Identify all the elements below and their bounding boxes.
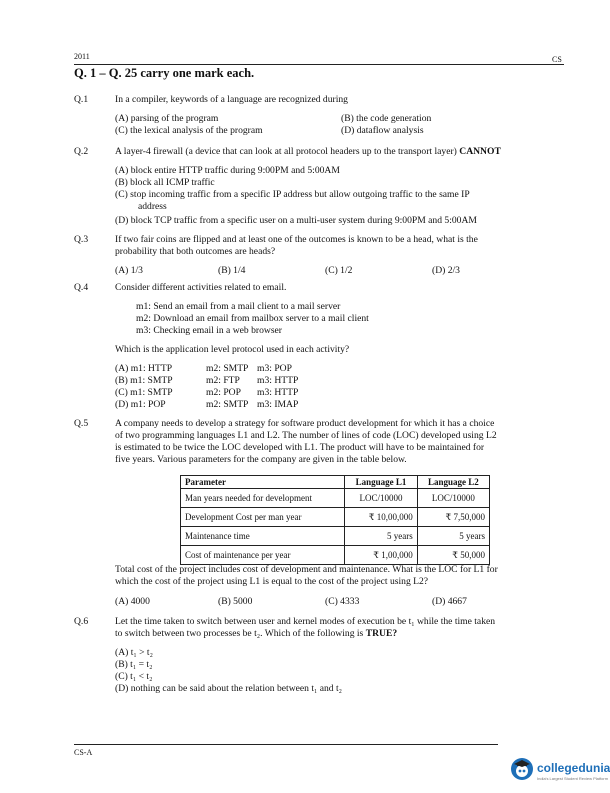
- q1-option-d: (D) dataflow analysis: [341, 125, 424, 136]
- collegedunia-logo-icon: [511, 758, 533, 780]
- q5-line3: is estimated to be twice the LOC developed with L1. The product will have to be maintained for: [115, 442, 485, 453]
- q5-line4: five years. Various parameters for the company are given in the table below.: [115, 454, 407, 465]
- q4-option-c-m3: m3: HTTP: [257, 387, 299, 398]
- q6-option-d: (D) nothing can be said about the relation between t₁ and t₂: [115, 683, 343, 694]
- q2-number: Q.2: [74, 146, 89, 157]
- q5-option-c: (C) 4333: [325, 596, 360, 607]
- collegedunia-logo-text: collegedunia: [537, 761, 610, 775]
- q2-option-c-cont: address: [138, 201, 167, 212]
- q5-option-b: (B) 5000: [218, 596, 253, 607]
- table-cell: ₹ 1,00,000: [345, 546, 417, 565]
- q6-number: Q.6: [74, 616, 89, 627]
- q5-after1: Total cost of the project includes cost of development and maintenance. What is the LOC for L1 for: [115, 564, 498, 575]
- q6-line2-main: to switch between two processes be t₂. Which of the following is: [115, 628, 364, 639]
- q2-option-c: (C) stop incoming traffic from a specific IP address but allow outgoing traffic to the same IP: [115, 189, 470, 200]
- q4-option-d-m2: m2: SMTP: [206, 399, 249, 410]
- table-cell: LOC/10000: [417, 489, 489, 508]
- q6-option-b: (B) t₁ = t₂: [115, 659, 153, 670]
- q5-line1: A company needs to develop a strategy for software product development for which it has a choice: [115, 418, 495, 429]
- table-row: [181, 489, 490, 508]
- q6-line2: [115, 628, 397, 640]
- q4-ask: Which is the application level protocol used in each activity?: [115, 344, 350, 355]
- table-row: [181, 527, 490, 546]
- q5-number: Q.5: [74, 418, 89, 429]
- q2-text-bold: CANNOT: [459, 146, 501, 157]
- table-cell: LOC/10000: [345, 489, 417, 508]
- q1-text: In a compiler, keywords of a language are recognized during: [115, 94, 348, 105]
- table-header-l1: Language L1: [345, 476, 417, 489]
- table-cell: 5 years: [417, 527, 489, 546]
- q1-option-c: (C) the lexical analysis of the program: [115, 125, 263, 136]
- q5-after2: which the cost of the project using L1 is equal to the cost of the project using L2?: [115, 576, 429, 587]
- table-cell: Maintenance time: [181, 527, 345, 546]
- q4-option-d-label: (D) m1: POP: [115, 399, 166, 410]
- q2-option-d: (D) block TCP traffic from a specific user on a multi-user system during 9:00PM and 5:00AM: [115, 215, 477, 226]
- q3-option-d: (D) 2/3: [432, 265, 460, 276]
- q5-option-d: (D) 4667: [432, 596, 467, 607]
- table-cell: 5 years: [345, 527, 417, 546]
- q4-number: Q.4: [74, 282, 89, 293]
- table-cell: Development Cost per man year: [181, 508, 345, 527]
- q4-m2: m2: Download an email from mailbox server to a mail client: [136, 313, 369, 324]
- q6-option-a: (A) t₁ > t₂: [115, 647, 153, 658]
- q4-option-c-m2: m2: POP: [206, 387, 241, 398]
- q2-option-b: (B) block all ICMP traffic: [115, 177, 215, 188]
- q1-number: Q.1: [74, 94, 89, 105]
- q4-option-c-label: (C) m1: SMTP: [115, 387, 173, 398]
- q2-text-main: A layer-4 firewall (a device that can look at all protocol headers up to the transport layer): [115, 146, 457, 157]
- q4-option-b-label: (B) m1: SMTP: [115, 375, 173, 386]
- q6-line1: Let the time taken to switch between user and kernel modes of execution be t₁ while the time taken: [115, 616, 496, 627]
- table-row: [181, 508, 490, 527]
- q4-option-a-label: (A) m1: HTTP: [115, 363, 173, 374]
- q3-option-c: (C) 1/2: [325, 265, 353, 276]
- q4-m1: m1: Send an email from a mail client to a mail server: [136, 301, 341, 312]
- table-cell: ₹ 10,00,000: [345, 508, 417, 527]
- q3-option-a: (A) 1/3: [115, 265, 143, 276]
- paper-code: CS: [552, 55, 562, 64]
- table-header-l2: Language L2: [417, 476, 489, 489]
- q4-m3: m3: Checking email in a web browser: [136, 325, 283, 336]
- q4-option-a-m2: m2: SMTP: [206, 363, 249, 374]
- q4-option-a-m3: m3: POP: [257, 363, 292, 374]
- table-cell: Cost of maintenance per year: [181, 546, 345, 565]
- q1-option-a: (A) parsing of the program: [115, 113, 219, 124]
- table-cell: ₹ 7,50,000: [417, 508, 489, 527]
- q4-text: Consider different activities related to email.: [115, 282, 287, 293]
- q6-line2-bold: TRUE?: [365, 628, 398, 639]
- year-label: 2011: [74, 52, 90, 61]
- section-title: Q. 1 – Q. 25 carry one mark each.: [74, 66, 255, 80]
- footer-code: CS-A: [74, 748, 93, 757]
- q3-line2: probability that both outcomes are heads?: [115, 246, 276, 257]
- q2-option-a: (A) block entire HTTP traffic during 9:00PM and 5:00AM: [115, 165, 340, 176]
- q4-option-b-m3: m3: HTTP: [257, 375, 299, 386]
- q4-option-d-m3: m3: IMAP: [257, 399, 299, 410]
- q5-line2: of two programming languages L1 and L2. The number of lines of code (LOC) developed using L2: [115, 430, 497, 441]
- q2-text: [115, 146, 501, 158]
- table-header-row: [181, 476, 490, 489]
- q1-option-b: (B) the code generation: [341, 113, 432, 124]
- q6-option-c: (C) t₁ < t₂: [115, 671, 153, 682]
- table-row: [181, 546, 490, 565]
- table-header-parameter: Parameter: [181, 476, 345, 489]
- footer-rule: [74, 744, 498, 745]
- table-cell: Man years needed for development: [181, 489, 345, 508]
- q4-option-b-m2: m2: FTP: [206, 375, 240, 386]
- q3-number: Q.3: [74, 234, 89, 245]
- collegedunia-tagline: India's Largest Student Review Platform: [537, 776, 609, 781]
- header-rule: [74, 64, 564, 65]
- q5-option-a: (A) 4000: [115, 596, 150, 607]
- q3-line1: If two fair coins are flipped and at least one of the outcomes is known to be a head, what is the: [115, 234, 478, 245]
- q5-parameter-table: [180, 475, 490, 565]
- table-cell: ₹ 50,000: [417, 546, 489, 565]
- q3-option-b: (B) 1/4: [218, 265, 246, 276]
